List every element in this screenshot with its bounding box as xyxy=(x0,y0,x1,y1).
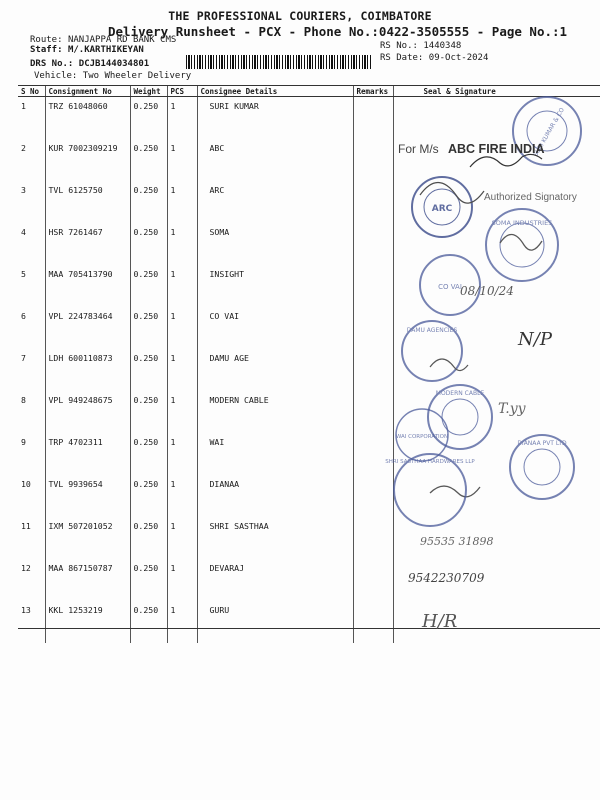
cell-consignee: SHRI SASTHAA xyxy=(197,517,353,559)
cell-sno: 12 xyxy=(21,563,31,573)
cell-pcs: 1 xyxy=(167,307,197,349)
rs-date-label: RS Date: xyxy=(380,53,424,63)
col-remarks: Remarks xyxy=(353,86,393,97)
cell-weight: 0.250 xyxy=(130,223,167,265)
cell-pcs: 1 xyxy=(167,601,197,643)
cell-weight: 0.250 xyxy=(130,517,167,559)
cell-pcs: 1 xyxy=(167,349,197,391)
hand-np: N/P xyxy=(518,329,552,350)
cell-weight: 0.250 xyxy=(130,475,167,517)
cell-sno: 8 xyxy=(21,395,26,405)
cell-consignment: TRP 4702311 xyxy=(45,433,130,475)
svg-text:SOMA INDUSTRIES: SOMA INDUSTRIES xyxy=(491,219,553,227)
cell-pcs: 1 xyxy=(167,139,197,181)
route-label: Route: xyxy=(30,35,63,45)
stamp-soma xyxy=(486,209,558,281)
cell-weight: 0.250 xyxy=(130,307,167,349)
staff-line xyxy=(30,45,144,55)
svg-text:CO VAI: CO VAI xyxy=(438,283,462,291)
cell-weight: 0.250 xyxy=(130,391,167,433)
svg-text:WAI CORPORATION: WAI CORPORATION xyxy=(395,434,449,440)
cell-consignment: TRZ 61048060 xyxy=(45,97,130,140)
cell-consignment: KKL 1253219 xyxy=(45,601,130,643)
drs-barcode xyxy=(186,55,372,69)
cell-weight: 0.250 xyxy=(130,181,167,223)
cell-pcs: 1 xyxy=(167,181,197,223)
cell-sno: 2 xyxy=(21,143,26,153)
cell-sno: 3 xyxy=(21,185,26,195)
cell-consignee: SOMA xyxy=(197,223,353,265)
vehicle-value: Two Wheeler Delivery xyxy=(82,71,192,81)
cell-consignee: GURU xyxy=(197,601,353,643)
rs-no-line xyxy=(380,41,461,51)
cell-pcs: 1 xyxy=(167,559,197,601)
stamp-covai xyxy=(420,255,514,315)
cell-consignee: SURI KUMAR xyxy=(197,97,353,140)
cell-sno: 1 xyxy=(21,101,26,111)
drs-value: DCJB144034801 xyxy=(78,59,150,69)
stamp-dianaa xyxy=(430,435,574,499)
col-pcs: PCS xyxy=(167,86,197,97)
rs-no-value: 1440348 xyxy=(423,41,462,51)
company-name: THE PROFESSIONAL COURIERS, COIMBATORE xyxy=(168,9,432,23)
runsheet-title: Delivery Runsheet - PCX - Phone No.:0422-3505555 - Page No.:1 xyxy=(108,24,568,39)
cell-consignee: INSIGHT xyxy=(197,265,353,307)
drs-label: DRS No.: xyxy=(30,59,74,69)
cell-sno: 7 xyxy=(21,353,26,363)
cell-pcs: 1 xyxy=(167,475,197,517)
cell-consignee: WAI xyxy=(197,433,353,475)
cell-consignee: ABC xyxy=(197,139,353,181)
cell-consignee: DEVARAJ xyxy=(197,559,353,601)
svg-text:SHRI SASTHAA HARDWARES LLP: SHRI SASTHAA HARDWARES LLP xyxy=(385,459,475,465)
col-consignment: Consignment No xyxy=(45,86,130,97)
rs-date-value: 09-Oct-2024 xyxy=(428,53,489,63)
hand-devaraj: 9542230709 xyxy=(408,571,485,585)
cell-consignment: HSR 7261467 xyxy=(45,223,130,265)
cell-pcs: 1 xyxy=(167,391,197,433)
col-weight: Weight xyxy=(130,86,167,97)
cell-consignment: IXM 507201052 xyxy=(45,517,130,559)
cell-consignee: MODERN CABLE xyxy=(197,391,353,433)
hand-guru: H/R xyxy=(422,611,458,632)
hand-date1: 08/10/24 xyxy=(460,284,514,298)
cell-consignment: LDH 600110873 xyxy=(45,349,130,391)
stamp-wai xyxy=(396,409,448,461)
cell-weight: 0.250 xyxy=(130,97,167,140)
svg-text:ARC: ARC xyxy=(431,204,453,214)
cell-weight: 0.250 xyxy=(130,139,167,181)
cell-weight: 0.250 xyxy=(130,433,167,475)
stamp-damu xyxy=(402,321,468,381)
cell-pcs: 1 xyxy=(167,97,197,140)
rs-date-line xyxy=(380,53,488,63)
vehicle-line xyxy=(34,71,191,81)
cell-consignee: DIANAA xyxy=(197,475,353,517)
cell-sno: 4 xyxy=(21,227,26,237)
cell-consignee: DAMU AGE xyxy=(197,349,353,391)
cell-sno: 6 xyxy=(21,311,26,321)
cell-consignment: VPL 224783464 xyxy=(45,307,130,349)
cell-sno: 9 xyxy=(21,437,26,447)
cell-sno: 11 xyxy=(21,521,31,531)
cell-consignment: TVL 6125750 xyxy=(45,181,130,223)
svg-text:Authorized Signatory: Authorized Signatory xyxy=(484,192,577,203)
seal-overlay xyxy=(380,95,600,655)
cell-consignment: KUR 7002309219 xyxy=(45,139,130,181)
svg-text:DAMU AGENCIES: DAMU AGENCIES xyxy=(406,327,458,334)
svg-text:SURI KUMAR & CO: SURI KUMAR & CO xyxy=(532,106,566,158)
cell-weight: 0.250 xyxy=(130,559,167,601)
cell-consignment: MAA 867150787 xyxy=(45,559,130,601)
svg-text:For M/s: For M/s xyxy=(398,142,439,156)
cell-pcs: 1 xyxy=(167,265,197,307)
vehicle-label: Vehicle: xyxy=(34,71,78,81)
col-sno: S No xyxy=(18,86,45,97)
drs-line xyxy=(30,59,149,69)
cell-sno: 13 xyxy=(21,605,31,615)
staff-label: Staff: xyxy=(30,45,63,55)
cell-sno: 5 xyxy=(21,269,26,279)
cell-pcs: 1 xyxy=(167,517,197,559)
hand-sasthaa: 95535 31898 xyxy=(420,535,494,548)
cell-consignee: ARC xyxy=(197,181,353,223)
stamp-sasthaa xyxy=(385,454,493,548)
route-line xyxy=(30,35,176,45)
svg-text:ABC FIRE INDIA: ABC FIRE INDIA xyxy=(448,142,545,156)
cell-consignment: VPL 949248675 xyxy=(45,391,130,433)
svg-text:DIANAA PVT LTD: DIANAA PVT LTD xyxy=(517,440,567,447)
col-seal: Seal & Signature xyxy=(393,86,600,97)
route-value: NANJAPPA RD BANK CMS xyxy=(67,35,177,45)
cell-pcs: 1 xyxy=(167,223,197,265)
cell-weight: 0.250 xyxy=(130,349,167,391)
cell-sno: 10 xyxy=(21,479,31,489)
stamp-arc xyxy=(412,177,484,237)
rs-no-label: RS No.: xyxy=(380,41,418,51)
svg-text:T.yy: T.yy xyxy=(498,401,526,417)
cell-weight: 0.250 xyxy=(130,265,167,307)
staff-value: M/.KARTHIKEYAN xyxy=(67,45,144,55)
cell-weight: 0.250 xyxy=(130,601,167,643)
cell-pcs: 1 xyxy=(167,433,197,475)
cell-consignment: TVL 9939654 xyxy=(45,475,130,517)
cell-consignee: CO VAI xyxy=(197,307,353,349)
col-consignee: Consignee Details xyxy=(197,86,353,97)
cell-consignment: MAA 705413790 xyxy=(45,265,130,307)
svg-text:MODERN CABLE: MODERN CABLE xyxy=(435,390,485,397)
